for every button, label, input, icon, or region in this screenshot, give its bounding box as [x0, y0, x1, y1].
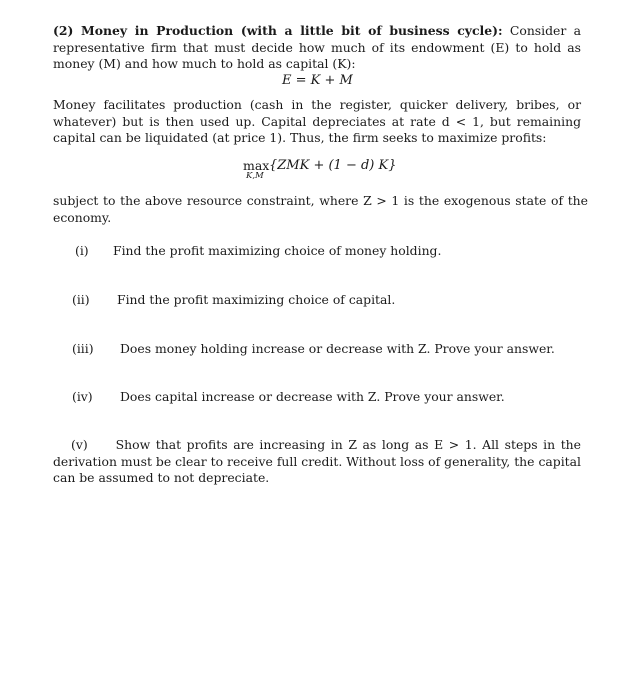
- max-operator: max: [243, 158, 270, 173]
- max-subscript: K,M: [246, 171, 264, 181]
- question-number: (ii): [72, 292, 90, 307]
- subject-to-line: subject to the above resource constraint, where Z > 1 is the exogenous state of the economy.: [53, 193, 588, 225]
- question-text: Find the profit maximizing choice of money holding.: [113, 243, 442, 258]
- problem-intro: Consider a representative firm that must decide how much of its endowment (E) to hold as money (M) and how much to hold as capital (K):: [53, 23, 581, 72]
- problem-body-paragraph: Money facilitates production (cash in the register, quicker delivery, bribes, or whatever) but is then used up. Capital depreciates at rate d < 1, but remaining capital can be liquidated (at price 1). Thus, the firm seeks to maximize profits:: [53, 97, 581, 146]
- objective-expression: {ZMK + (1 − d) K}: [269, 158, 397, 173]
- question-number: (iii): [72, 341, 94, 356]
- question-text: Find the profit maximizing choice of capital.: [117, 292, 396, 307]
- problem-intro-paragraph: [53, 23, 581, 73]
- question-number: (v): [71, 437, 88, 452]
- question-text: Does money holding increase or decrease with Z. Prove your answer.: [120, 341, 555, 356]
- resource-constraint-equation: E = K + M: [282, 73, 353, 88]
- question-number: (i): [75, 243, 89, 258]
- question-v: [53, 437, 581, 487]
- question-text: Does capital increase or decrease with Z. Prove your answer.: [120, 389, 505, 404]
- question-text: Show that profits are increasing in Z as long as E > 1. All steps in the derivation must be clear to receive full credit. Without loss of generality, the capital can be assumed to not depreciate.: [53, 437, 581, 486]
- objective-function: [243, 158, 403, 186]
- problem-heading: (2) Money in Production (with a little bit of business cycle):: [53, 23, 503, 38]
- question-number: (iv): [72, 389, 93, 404]
